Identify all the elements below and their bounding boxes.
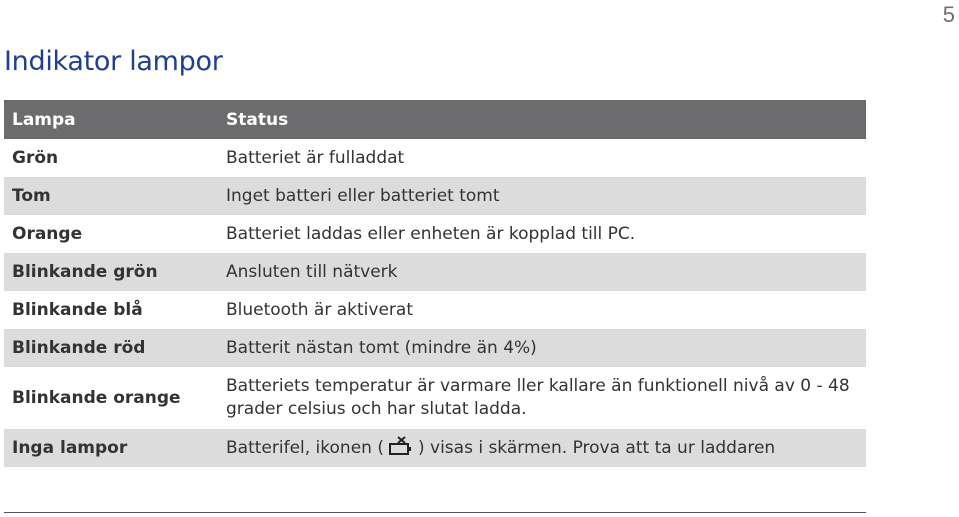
- status-cell: Batteriet laddas eller enheten är kopplad till PC.: [226, 224, 636, 244]
- column-header-status: Status: [218, 100, 866, 139]
- lamp-cell: Blinkande grön: [4, 253, 218, 291]
- indicator-table: [4, 100, 866, 467]
- table-header-row: [4, 100, 866, 139]
- footer-rule: [4, 512, 866, 513]
- status-cell: [218, 429, 866, 467]
- lamp-cell: Tom: [4, 177, 218, 215]
- table-row: [4, 329, 866, 367]
- status-text-before-icon: Batterifel, ikonen (: [226, 437, 384, 458]
- table-row: [4, 215, 866, 253]
- status-cell: Bluetooth är aktiverat: [226, 300, 413, 320]
- lamp-cell: Blinkande röd: [4, 329, 218, 367]
- battery-error-icon: [388, 436, 414, 461]
- column-header-lamp: Lampa: [4, 100, 218, 139]
- table-row: [4, 367, 866, 429]
- lamp-cell: Orange: [12, 224, 83, 244]
- status-cell: Batteriets temperatur är varmare ller kallare än funktionell nivå av 0 - 48 grader celsius och har slutat ladda.: [226, 376, 850, 419]
- status-cell: Ansluten till nätverk: [218, 253, 866, 291]
- lamp-cell: Blinkande orange: [12, 387, 181, 408]
- lamp-cell: Inga lampor: [4, 429, 218, 467]
- status-text-after-icon: ) visas i skärmen. Prova att ta ur laddaren: [417, 437, 776, 458]
- table-row: [4, 429, 866, 467]
- lamp-cell: Grön: [12, 148, 59, 168]
- table-row: [4, 139, 866, 177]
- lamp-cell: Blinkande blå: [12, 300, 143, 320]
- table-row: [4, 291, 866, 329]
- page-title: Indikator lampor: [4, 46, 223, 78]
- table-row: [4, 253, 866, 291]
- status-cell: Inget batteri eller batteriet tomt: [218, 177, 866, 215]
- status-cell: Batteriet är fulladdat: [226, 148, 405, 168]
- status-cell: Batterit nästan tomt (mindre än 4%): [218, 329, 866, 367]
- table-row: [4, 177, 866, 215]
- page-number: 5: [942, 2, 955, 27]
